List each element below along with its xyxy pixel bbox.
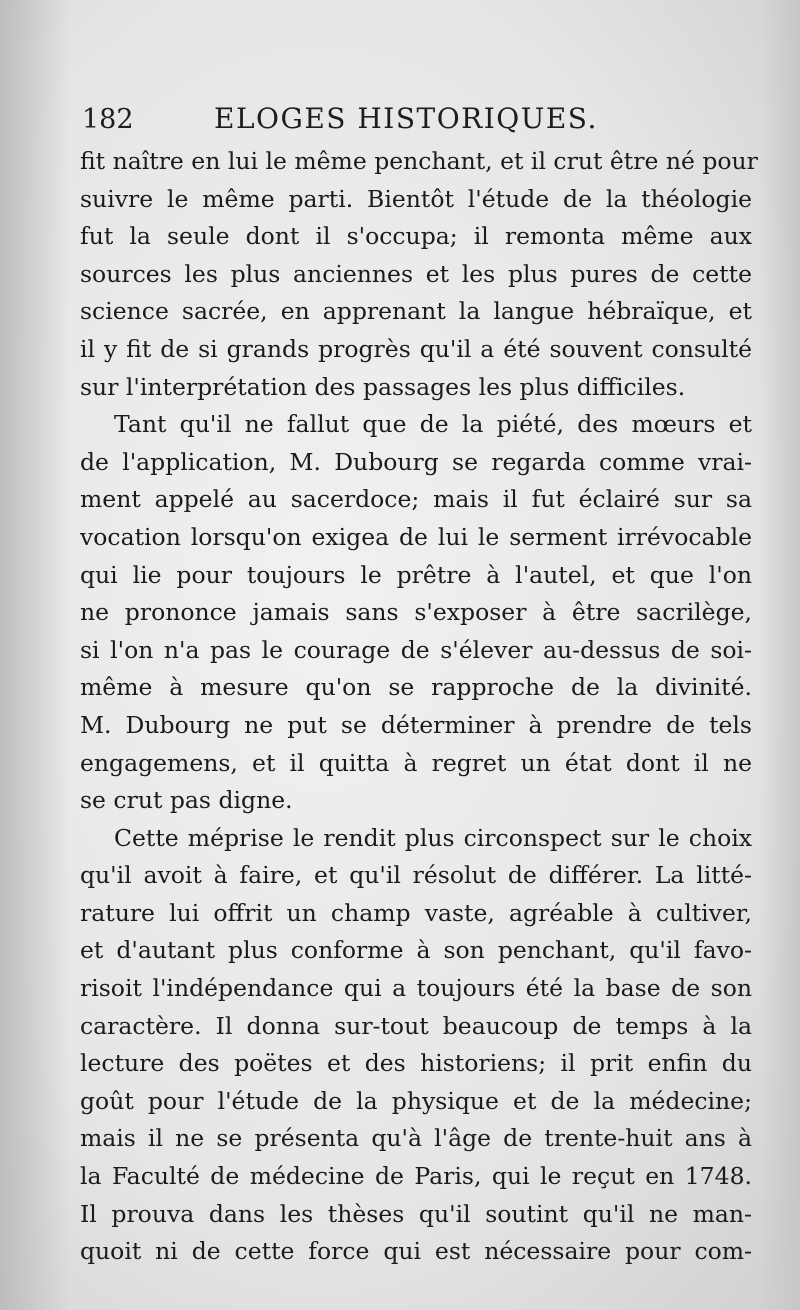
running-title: ELOGES HISTORIQUES. bbox=[214, 102, 598, 135]
text-line: fut la seule dont il s'occupa; il remonta même aux bbox=[80, 222, 752, 251]
text-line: se crut pas digne. bbox=[80, 786, 293, 815]
text-line: la Faculté de médecine de Paris, qui le reçut en 1748. bbox=[80, 1162, 752, 1191]
text-line: même à mesure qu'on se rapproche de la divinité. bbox=[80, 673, 752, 702]
body-text bbox=[80, 143, 758, 1271]
text-line: mais il ne se présenta qu'à l'âge de trente-huit ans à bbox=[80, 1124, 752, 1153]
text-line: lecture des poëtes et des historiens; il prit enfin du bbox=[80, 1049, 752, 1078]
text-line: goût pour l'étude de la physique et de la médecine; bbox=[80, 1086, 752, 1115]
text-line: science sacrée, en apprenant la langue hébraïque, et bbox=[80, 297, 752, 326]
page-header bbox=[82, 100, 662, 140]
text-line: caractère. Il donna sur-tout beaucoup de temps à la bbox=[80, 1011, 752, 1040]
text-line: risoit l'indépendance qui a toujours été la base de son bbox=[80, 974, 752, 1003]
text-line: qui lie pour toujours le prêtre à l'autel, et que l'on bbox=[80, 560, 752, 589]
text-line: vocation lorsqu'on exigea de lui le serment irrévocable bbox=[80, 522, 752, 551]
text-line: si l'on n'a pas le courage de s'élever au-dessus de soi- bbox=[80, 635, 752, 664]
text-line: ne prononce jamais sans s'exposer à être sacrilège, bbox=[80, 598, 752, 627]
text-line: quoit ni de cette force qui est nécessaire pour com- bbox=[80, 1237, 752, 1266]
text-line: de l'application, M. Dubourg se regarda comme vrai- bbox=[80, 447, 752, 476]
text-line: il y fit de si grands progrès qu'il a été souvent consulté bbox=[80, 334, 752, 363]
text-line: fit naître en lui le même penchant, et il crut être né pour bbox=[80, 147, 758, 175]
text-line: sur l'interprétation des passages les plus difficiles. bbox=[80, 372, 686, 401]
text-line: engagemens, et il quitta à regret un état dont il ne bbox=[80, 748, 752, 777]
text-line: Cette méprise le rendit plus circonspect sur le choix bbox=[114, 823, 752, 852]
text-line: ment appelé au sacerdoce; mais il fut éclairé sur sa bbox=[80, 485, 752, 514]
text-line: et d'autant plus conforme à son penchant, qu'il favo- bbox=[80, 936, 752, 965]
text-line: rature lui offrit un champ vaste, agréable à cultiver, bbox=[80, 898, 752, 927]
text-line: qu'il avoit à faire, et qu'il résolut de différer. La litté- bbox=[80, 861, 752, 890]
text-line: sources les plus anciennes et les plus pures de cette bbox=[80, 259, 752, 288]
text-line: Il prouva dans les thèses qu'il soutint qu'il ne man- bbox=[80, 1199, 752, 1228]
page-number: 182 bbox=[82, 104, 134, 135]
text-line: M. Dubourg ne put se déterminer à prendre de tels bbox=[80, 710, 752, 739]
text-line: suivre le même parti. Bientôt l'étude de la théologie bbox=[80, 184, 752, 213]
text-line: Tant qu'il ne fallut que de la piété, des mœurs et bbox=[114, 410, 752, 439]
page-edge-shadow bbox=[760, 0, 800, 1310]
page-gutter-shadow bbox=[0, 0, 70, 1310]
